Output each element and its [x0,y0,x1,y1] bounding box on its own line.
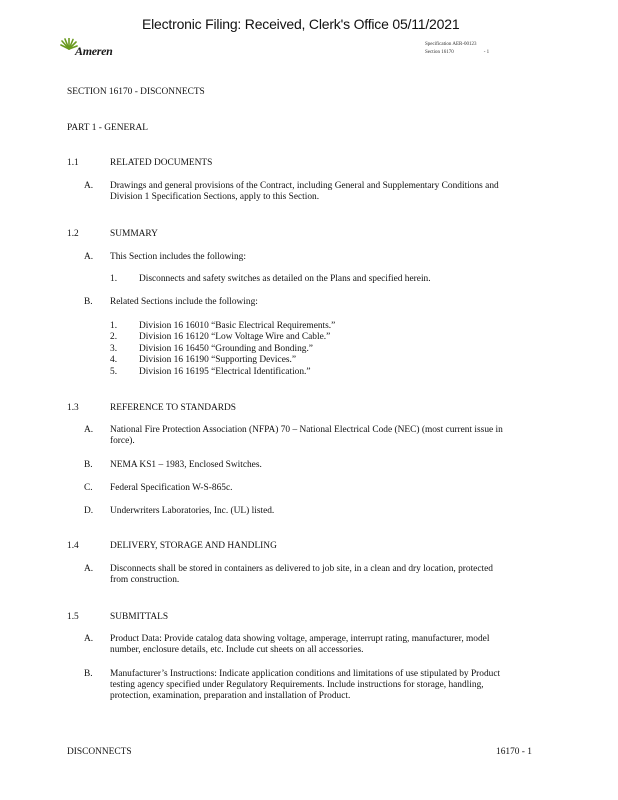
paragraph-text: This Section includes the following: [110,252,246,262]
article-title: SUBMITTALS [110,612,169,622]
footer-page-number: 16170 - 1 [496,747,532,757]
paragraph-letter: A. [84,425,94,435]
paragraph-text: Related Sections include the following: [110,297,258,307]
paragraph-line: protection, examination, preparation and installation of Product. [110,691,351,701]
paragraph-letter: A. [84,252,94,262]
paragraph-line: number, enclosure details, etc. Include cut sheets on all accessories. [110,645,364,655]
paragraph-text: Underwriters Laboratories, Inc. (UL) listed. [110,506,275,516]
paragraph-text: Federal Specification W-S-865c. [110,483,233,493]
paragraph-letter: C. [84,483,93,493]
article-title: SUMMARY [110,229,158,239]
list-item: Division 16 16120 “Low Voltage Wire and Cable.” [139,332,331,342]
list-item: Division 16 16190 “Supporting Devices.” [139,355,297,365]
paragraph-line: Disconnects shall be stored in containers as delivered to job site, in a clean and dry location, protected [110,564,493,574]
paragraph-letter: A. [84,564,94,574]
article-number: 1.2 [67,229,79,239]
paragraph-line: Division 1 Specification Sections, apply to this Section. [110,192,320,202]
paragraph-text [110,181,538,203]
part-heading: PART 1 - GENERAL [67,123,148,133]
paragraph-text [110,425,538,447]
paragraph-line: National Fire Protection Association (NFPA) 70 – National Electrical Code (NEC) (most current issue in [110,425,503,435]
article-number: 1.3 [67,403,79,413]
list-item: Division 16 16010 “Basic Electrical Requirements.” [139,321,336,331]
article-number: 1.1 [67,158,79,168]
paragraph-letter: D. [84,506,94,516]
paragraph-letter: A. [84,181,94,191]
paragraph-letter: B. [84,297,93,307]
paragraph-line: Drawings and general provisions of the Contract, including General and Supplementary Conditions and [110,181,499,191]
list-number: 2. [110,332,118,342]
paragraph-letter: B. [84,460,93,470]
list-number: 3. [110,344,118,354]
header-ref-line1: Specification AER-00123 [425,42,477,47]
paragraph-line: from construction. [110,575,180,585]
header-ref-page: - 1 [483,50,490,55]
filing-stamp: Electronic Filing: Received, Clerk's Office 05/11/2021 [142,16,460,32]
paragraph-letter: A. [84,634,94,644]
list-number: 1. [110,321,118,331]
paragraph-letter: B. [84,669,93,679]
article-title: DELIVERY, STORAGE AND HANDLING [110,541,277,551]
paragraph-line: Manufacturer’s Instructions: Indicate application conditions and limitations of use stipulated by Product [110,669,501,679]
list-number: 5. [110,367,118,377]
article-number: 1.4 [67,541,79,551]
footer-section-name: DISCONNECTS [67,747,132,757]
header-reference [425,41,489,57]
list-item: Division 16 16195 “Electrical Identification.” [139,367,311,377]
paragraph-text [110,634,538,656]
list-number: 4. [110,355,118,365]
paragraph-text [110,669,538,702]
paragraph-text: NEMA KS1 – 1983, Enclosed Switches. [110,460,262,470]
paragraph-line: Product Data: Provide catalog data showing voltage, amperage, interrupt rating, manufacturer, model [110,634,490,644]
ameren-logo [60,38,130,62]
paragraph-line: testing agency specified under Regulatory Requirements. Include instructions for storage, handling, [110,680,484,690]
paragraph-line: force). [110,436,135,446]
list-item: Division 16 16450 “Grounding and Bonding.” [139,344,313,354]
article-number: 1.5 [67,612,79,622]
header-ref-line2: Section 16170 [425,50,454,55]
section-title: SECTION 16170 - DISCONNECTS [67,87,205,97]
article-title: REFERENCE TO STANDARDS [110,403,237,413]
logo-wordmark: Ameren [75,44,113,58]
article-title: RELATED DOCUMENTS [110,158,213,168]
list-number: 1. [110,274,118,284]
list-item: Disconnects and safety switches as detailed on the Plans and specified herein. [139,274,431,284]
paragraph-text [110,564,538,586]
